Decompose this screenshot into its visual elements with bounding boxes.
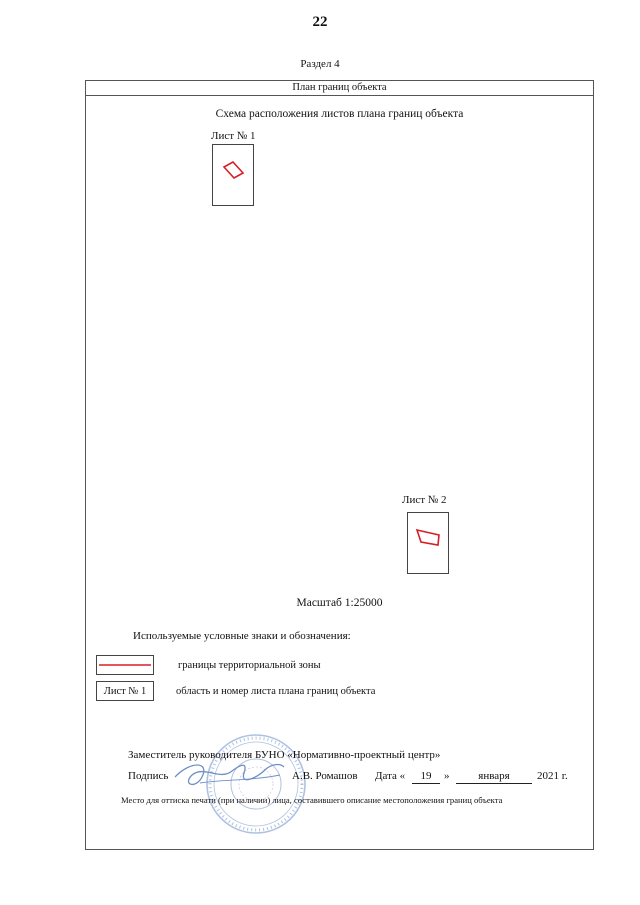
date-label: Дата « xyxy=(375,770,406,782)
signatory-position: Заместитель руководителя БУНО «Нормативно-проектный центр» xyxy=(128,749,441,761)
scale-label: Масштаб 1:25000 xyxy=(296,597,383,609)
sheet-1-parcel-shape xyxy=(213,145,253,205)
section-title: Раздел 4 xyxy=(300,58,340,70)
date-quote-close: » xyxy=(444,770,450,782)
date-month: января xyxy=(456,770,532,784)
plan-frame xyxy=(85,80,594,850)
signature-label: Подпись xyxy=(128,770,169,782)
legend-boundary-symbol xyxy=(96,655,154,675)
date-year: 2021 г. xyxy=(537,770,568,782)
page-number: 22 xyxy=(312,14,328,30)
sheet-2-parcel-shape xyxy=(408,513,448,573)
legend-sheet-symbol: Лист № 1 xyxy=(96,681,154,701)
sheet-2-label: Лист № 2 xyxy=(402,494,447,506)
sheet-1-box xyxy=(212,144,254,206)
stamp-note: Место для оттиска печати (при наличии) лица, составившего описание местоположения границ объекта xyxy=(121,795,503,805)
date-day: 19 xyxy=(412,770,440,784)
signatory-name: А.В. Ромашов xyxy=(292,770,358,782)
sheet-2-box xyxy=(407,512,449,574)
scheme-title: Схема расположения листов плана границ объекта xyxy=(215,108,464,120)
legend-sheet-text: область и номер листа плана границ объекта xyxy=(176,686,376,697)
sheet-1-label: Лист № 1 xyxy=(211,130,256,142)
legend-title: Используемые условные знаки и обозначения: xyxy=(133,630,351,642)
legend-boundary-text: границы территориальной зоны xyxy=(178,660,321,671)
frame-header: План границ объекта xyxy=(85,80,594,96)
signature-scribble-icon xyxy=(170,755,290,795)
boundary-line-icon xyxy=(97,656,153,674)
